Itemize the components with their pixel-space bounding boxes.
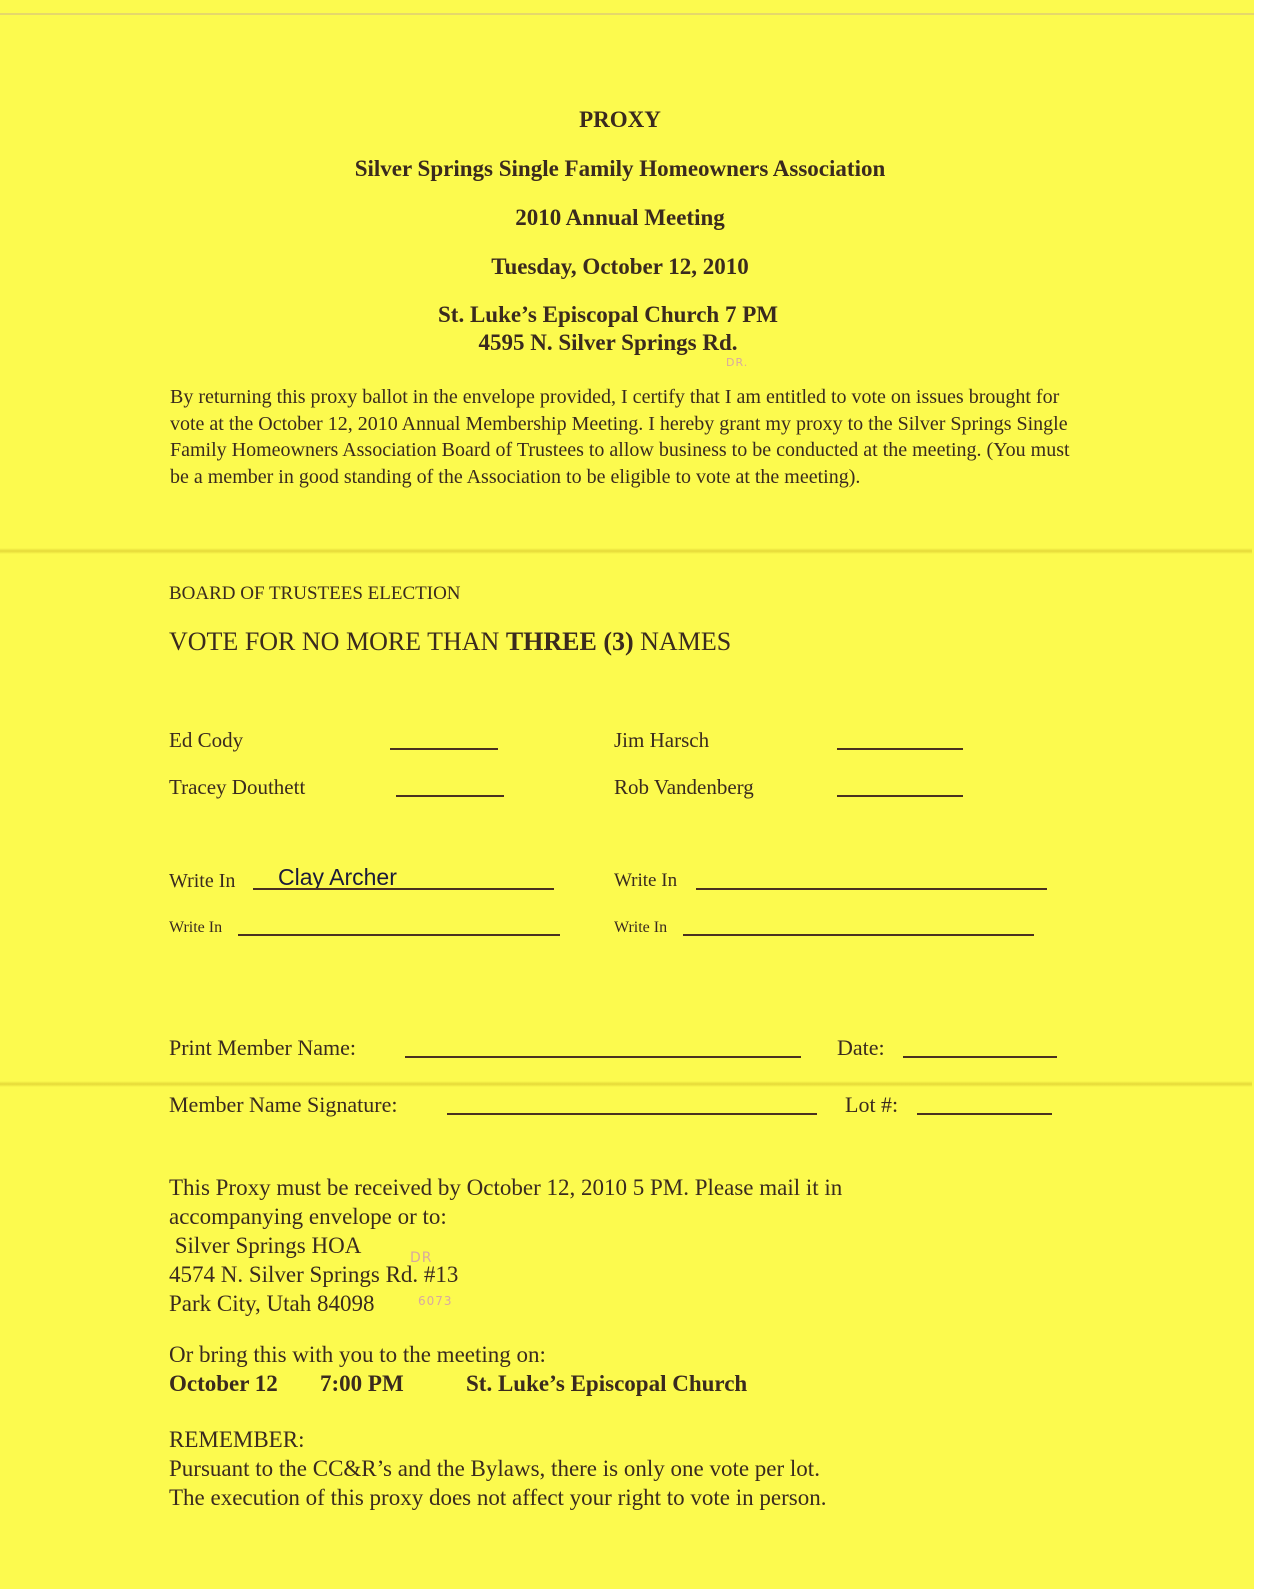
write-in-line[interactable]	[696, 888, 1047, 890]
association-name: Silver Springs Single Family Homeowners Association	[354, 156, 886, 181]
candidate-name: Ed Cody	[169, 728, 244, 752]
remember-line: Pursuant to the CC&R’s and the Bylaws, there is only one vote per lot.	[169, 1456, 820, 1481]
vote-instruction-post: NAMES	[640, 627, 732, 656]
handwritten-annotation: 6073	[418, 1294, 453, 1308]
candidate-name: Tracey Douthett	[169, 775, 306, 799]
meeting-address: 4595 N. Silver Springs Rd.	[478, 330, 738, 355]
write-in-label: Write In	[169, 919, 223, 936]
write-in-line[interactable]	[253, 888, 554, 890]
paper-fold-line	[0, 1081, 1252, 1087]
remember-line: The execution of this proxy does not affect your right to vote in person.	[169, 1485, 827, 1510]
candidate-vote-line[interactable]	[396, 795, 504, 797]
print-name-label: Print Member Name:	[169, 1035, 356, 1060]
print-name-line[interactable]	[405, 1056, 801, 1058]
write-in-label: Write In	[169, 870, 236, 892]
mailing-address-line: 4574 N. Silver Springs Rd. #13	[169, 1262, 459, 1287]
candidate-name: Jim Harsch	[614, 728, 710, 752]
meeting-location: St. Luke’s Episcopal Church 7 PM	[438, 302, 778, 327]
meeting-info-time: 7:00 PM	[320, 1371, 404, 1396]
write-in-label: Write In	[614, 919, 668, 936]
write-in-label: Write In	[614, 870, 678, 891]
candidate-name: Rob Vandenberg	[614, 775, 754, 799]
candidate-vote-line[interactable]	[390, 748, 498, 750]
vote-instruction-bold: THREE (3)	[505, 627, 634, 656]
mailing-line: accompanying envelope or to:	[169, 1204, 447, 1229]
candidate-vote-line[interactable]	[837, 795, 963, 797]
election-heading: BOARD OF TRUSTEES ELECTION	[169, 583, 461, 604]
meeting-date: Tuesday, October 12, 2010	[491, 254, 749, 279]
write-in-line[interactable]	[683, 934, 1034, 936]
proxy-title: PROXY	[579, 107, 661, 132]
mailing-address-line: Park City, Utah 84098	[169, 1291, 375, 1316]
remember-heading: REMEMBER:	[169, 1427, 305, 1452]
intro-paragraph: By returning this proxy ballot in the envelope provided, I certify that I am entitled to vote on issues brought for vote at the October 12, 2010 Annual Membership Meeting. I hereby grant my proxy to the Silver Springs Single Family Homeowners Association Board of Trustees to allow business to be conducted at the meeting. (You must be a member in good standing of the Association to be eligible to vote at the meeting).	[170, 386, 1070, 488]
mailing-line: This Proxy must be received by October 12, 2010 5 PM. Please mail it in	[169, 1175, 843, 1200]
paper-fold-line	[0, 548, 1252, 554]
signature-line[interactable]	[447, 1113, 817, 1115]
meeting-info-line: Or bring this with you to the meeting on:	[169, 1342, 546, 1367]
paper-top-edge	[0, 13, 1255, 15]
mailing-address-line: Silver Springs HOA	[169, 1233, 362, 1258]
date-line[interactable]	[903, 1056, 1057, 1058]
handwritten-annotation: DR	[410, 1250, 433, 1266]
write-in-value[interactable]: Clay Archer	[278, 864, 397, 890]
handwritten-annotation: DR.	[726, 356, 749, 369]
vote-instruction	[169, 627, 731, 657]
scan-margin	[1254, 0, 1272, 1589]
write-in-line[interactable]	[238, 934, 560, 936]
meeting-name: 2010 Annual Meeting	[515, 205, 725, 230]
vote-instruction-pre: VOTE FOR NO MORE THAN	[169, 627, 500, 656]
meeting-info-place: St. Luke’s Episcopal Church	[466, 1371, 748, 1396]
date-label: Date:	[837, 1035, 885, 1060]
signature-label: Member Name Signature:	[169, 1092, 398, 1117]
lot-label: Lot #:	[845, 1092, 899, 1117]
candidate-vote-line[interactable]	[837, 748, 963, 750]
lot-line[interactable]	[917, 1113, 1052, 1115]
meeting-info-date: October 12	[169, 1371, 278, 1396]
